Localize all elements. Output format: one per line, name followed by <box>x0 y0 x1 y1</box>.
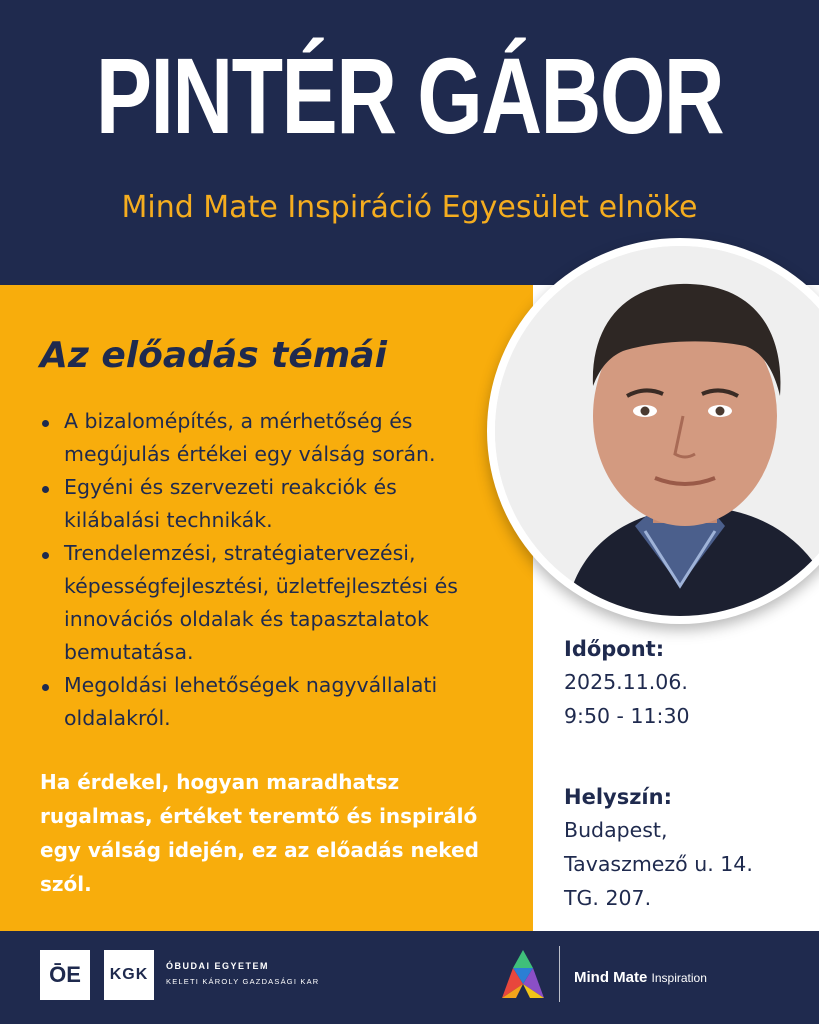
oe-logo-text: ŌE <box>49 962 81 987</box>
footer-divider <box>559 946 560 1002</box>
brand-rest: Inspiration <box>651 971 707 985</box>
oe-logo <box>40 950 90 1000</box>
topics-list <box>40 405 480 735</box>
kgk-logo-text: KGK <box>109 966 149 983</box>
bullet-icon <box>42 684 49 691</box>
place-room: TG. 207. <box>564 886 652 910</box>
event-place-block <box>564 781 814 915</box>
bullet-icon <box>42 486 49 493</box>
university-name: ÓBUDAI EGYETEM <box>166 961 270 971</box>
call-to-action: Ha érdekel, hogyan maradhatsz rugalmas, értéket teremtő és inspiráló egy válság idején, ez az előadás neked szól. <box>40 770 479 896</box>
topic-text: Megoldási lehetőségek nagyvállalati oldalakról. <box>64 673 438 730</box>
topics-heading: Az előadás témái <box>40 335 387 376</box>
list-item <box>40 537 480 669</box>
topic-text: A bizalomépítés, a mérhetőség és megújulás értékei egy válság során. <box>64 409 436 466</box>
faculty-name: KELETI KÁROLY GAZDASÁGI KAR <box>166 977 320 986</box>
event-time-block <box>564 633 814 733</box>
place-street: Tavaszmező u. 14. <box>564 852 753 876</box>
speaker-photo-frame <box>487 238 819 624</box>
list-item <box>40 471 480 537</box>
list-item <box>40 669 480 735</box>
mind-mate-brand <box>574 969 707 986</box>
topic-text: Egyéni és szervezeti reakciók és kilábalási technikák. <box>64 475 397 532</box>
speaker-name: PINTÉR GÁBOR <box>95 35 724 156</box>
bullet-icon <box>42 420 49 427</box>
bullet-icon <box>42 552 49 559</box>
portrait-illustration <box>495 246 819 616</box>
event-date: 2025.11.06. <box>564 670 688 694</box>
brand-bold: Mind Mate <box>574 969 648 986</box>
speaker-photo <box>495 246 819 616</box>
mind-mate-logo-icon <box>498 948 548 1002</box>
list-item <box>40 405 480 471</box>
place-label: Helyszín: <box>564 785 672 809</box>
kgk-logo <box>104 950 154 1000</box>
place-city: Budapest, <box>564 818 668 842</box>
speaker-role: Mind Mate Inspiráció Egyesület elnöke <box>121 190 698 225</box>
topic-text: Trendelemzési, stratégiatervezési, képességfejlesztési, üzletfejlesztési és innovációs oldalak és tapasztalatok bemutatása. <box>64 541 458 664</box>
time-label: Időpont: <box>564 637 665 661</box>
event-time: 9:50 - 11:30 <box>564 704 690 728</box>
